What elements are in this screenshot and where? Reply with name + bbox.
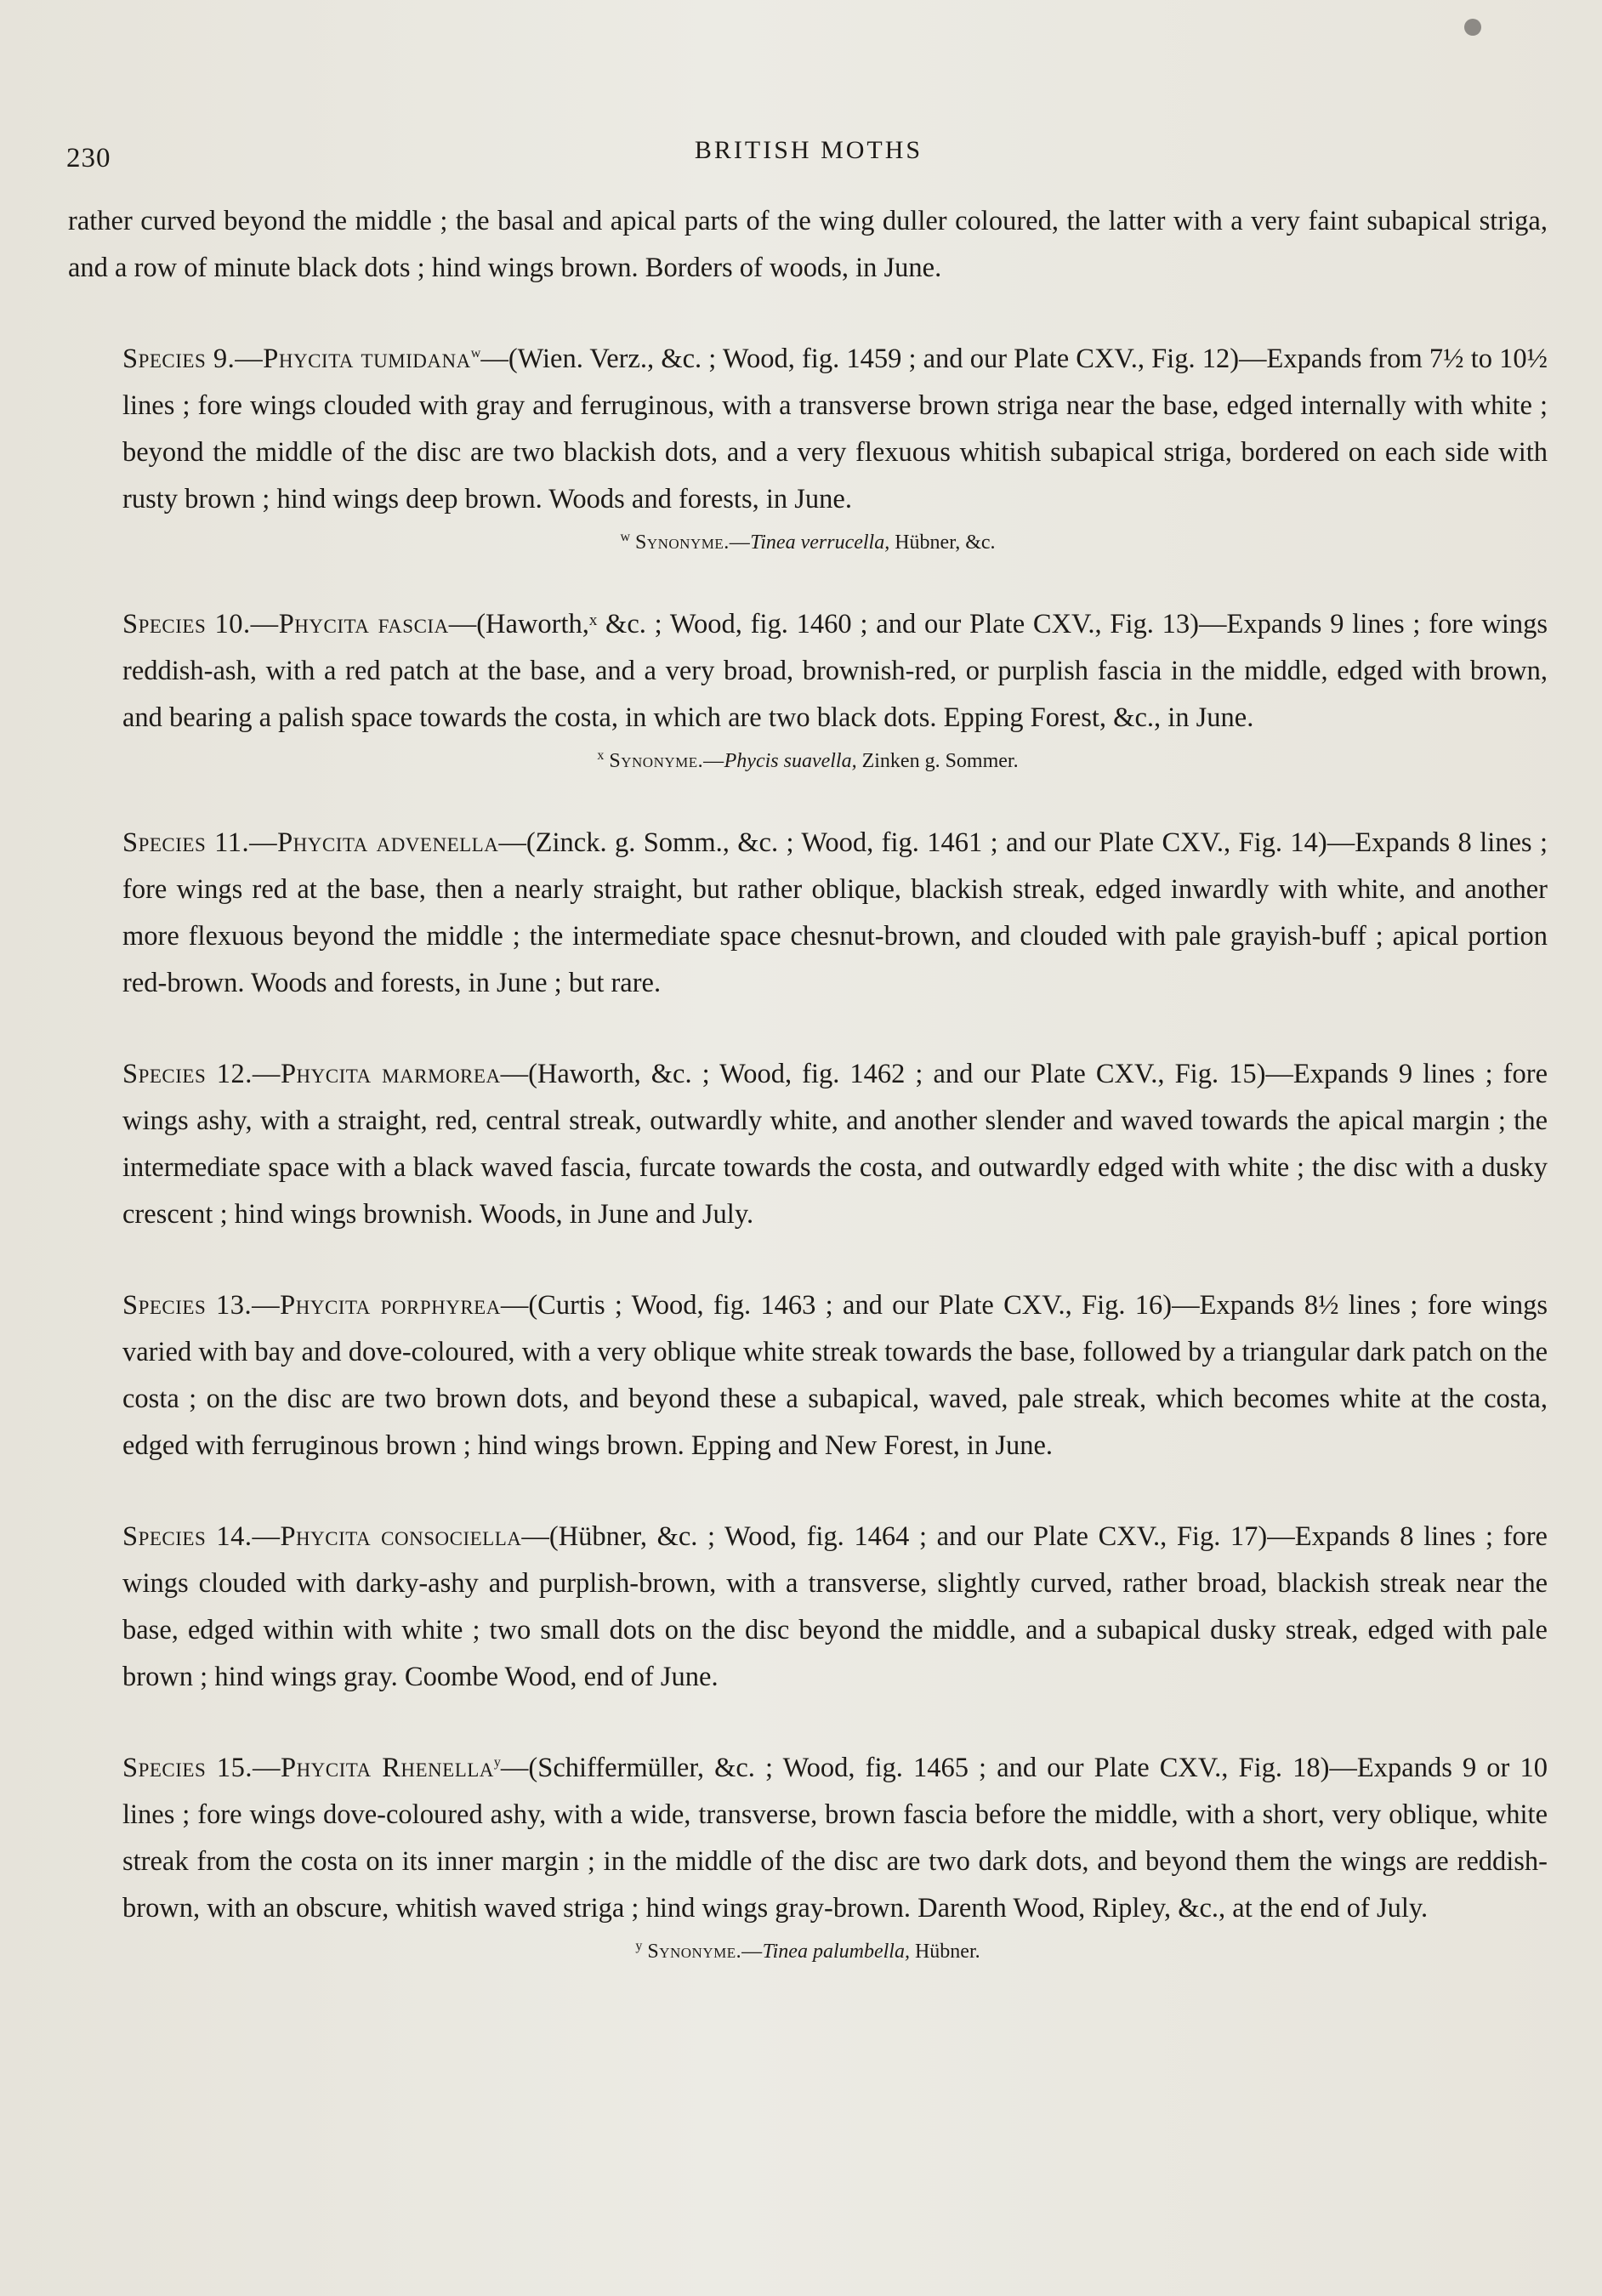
synonyme-label: Synonyme.—: [635, 531, 751, 554]
species-entry: [68, 1051, 1548, 1238]
species-label: Species 9.—: [122, 344, 264, 374]
page-header: [66, 136, 1551, 179]
species-name: Phycita advenella: [277, 827, 499, 858]
species-paragraph: [68, 336, 1548, 523]
species-description: —(Haworth, &c. ; Wood, fig. 1462 ; and our Plate CXV., Fig. 15)—Expands 9 lines ; fore wings ashy, with a straight, red, central streak, outwardly white, and another slender and waved towards the apical margin ; the intermediate space with a black waved fascia, furcate towards the costa, and outwardly edged with white ; the disc with a dusky crescent ; hind wings brownish. Woods, in June and July.: [122, 1059, 1548, 1230]
synonyme-name: Phycis suavella,: [724, 750, 857, 772]
synonyme-footnote: [68, 747, 1548, 776]
species-description: —(Schiffermüller, &c. ; Wood, fig. 1465 ; and our Plate CXV., Fig. 18)—Expands 9 or 10 lines ; fore wings dove-coloured ashy, with a wide, transverse, brown fascia before the middle, with a short, very oblique, white streak from the costa on its inner margin ; in the middle of the disc are two dark dots, and beyond them the wings are reddish-brown, with an obscure, whitish waved striga ; hind wings gray-brown. Darenth Wood, Ripley, &c., at the end of July.: [122, 1753, 1548, 1924]
paper-spot: [1464, 19, 1481, 36]
page-body: [68, 198, 1548, 1966]
species-paragraph: [68, 1282, 1548, 1469]
species-entry: [68, 1514, 1548, 1701]
synonyme-label: Synonyme.—: [647, 1941, 763, 1963]
species-paragraph: [68, 1745, 1548, 1932]
intro-paragraph: rather curved beyond the middle ; the basal and apical parts of the wing duller coloured, the latter with a very faint subapical striga, and a row of minute black dots ; hind wings brown. Borders of woods, in June.: [68, 206, 1548, 283]
footnote-mark: x: [597, 748, 605, 763]
species-description: —(Curtis ; Wood, fig. 1463 ; and our Plate CXV., Fig. 16)—Expands 8½ lines ; fore wings varied with bay and dove-coloured, with a very oblique white streak towards the base, followed by a triangular dark patch on the costa ; on the disc are two brown dots, and beyond these a subapical, waved, pale streak, which becomes white at the costa, edged with ferruginous brown ; hind wings brown. Epping and New Forest, in June.: [122, 1290, 1548, 1461]
synonyme-name: Tinea palumbella,: [762, 1941, 910, 1963]
species-label: Species 12.—: [122, 1059, 281, 1089]
species-entry: [68, 820, 1548, 1007]
species-paragraph: [68, 1514, 1548, 1701]
species-description: —(Hübner, &c. ; Wood, fig. 1464 ; and our Plate CXV., Fig. 17)—Expands 8 lines ; fore wings clouded with darky-ashy and purplish-brown, with a transverse, slightly curved, rather broad, blackish streak near the base, edged within with white ; two small dots on the disc beyond the middle, and a subapical dusky streak, edged with pale brown ; hind wings gray. Coombe Wood, end of June.: [122, 1521, 1548, 1692]
synonyme-name: Tinea verrucella,: [750, 531, 890, 554]
synonyme-footnote: [68, 528, 1548, 557]
species-paragraph: [68, 601, 1548, 742]
synonyme-authority: Hübner.: [909, 1941, 980, 1963]
species-name: Phycita Rhenella: [281, 1753, 494, 1783]
species-label: Species 14.—: [122, 1521, 281, 1552]
species-entry: [68, 1745, 1548, 1966]
page-number: 230: [66, 143, 111, 173]
synonyme-authority: Zinken g. Sommer.: [856, 750, 1019, 772]
species-label: Species 13.—: [122, 1290, 281, 1321]
synonyme-footnote: [68, 1937, 1548, 1966]
species-label: Species 10.—: [122, 609, 279, 639]
synonyme-label: Synonyme.—: [609, 750, 724, 772]
footnote-mark: w: [470, 346, 481, 361]
species-label: Species 15.—: [122, 1753, 281, 1783]
species-description: —(Wien. Verz., &c. ; Wood, fig. 1459 ; and our Plate CXV., Fig. 12)—Expands from 7½ to 10½ lines ; fore wings clouded with gray and ferruginous, with a transverse brown striga near the base, edged internally with white ; beyond the middle of the disc are two blackish dots, and a very flexuous whitish subapical striga, bordered on each side with rusty brown ; hind wings deep brown. Woods and forests, in June.: [122, 344, 1548, 514]
species-entry: [68, 601, 1548, 776]
species-paragraph: [68, 1051, 1548, 1238]
species-name: Phycita marmorea: [280, 1059, 501, 1089]
footnote-mark: y: [493, 1755, 501, 1770]
species-label: Species 11.—: [122, 827, 278, 858]
species-name: Phycita porphyrea: [280, 1290, 501, 1321]
species-description: —(Zinck. g. Somm., &c. ; Wood, fig. 1461 ; and our Plate CXV., Fig. 14)—Expands 8 lines ; fore wings red at the base, then a nearly straight, but rather oblique, blackish streak, edged inwardly with white, and another more flexuous beyond the middle ; the intermediate space chesnut-brown, and clouded with pale grayish-buff ; apical portion red-brown. Woods and forests, in June ; but rare.: [122, 827, 1548, 998]
species-list: [68, 336, 1548, 1966]
species-name: Phycita fascia: [278, 609, 449, 639]
species-description: —(Haworth,ˣ &c. ; Wood, fig. 1460 ; and our Plate CXV., Fig. 13)—Expands 9 lines ; fore wings reddish-ash, with a red patch at the base, and a very broad, brownish-red, or purplish fascia in the middle, edged with brown, and bearing a palish space towards the costa, in which are two black dots. Epping Forest, &c., in June.: [122, 609, 1548, 733]
footnote-mark: w: [620, 530, 630, 544]
synonyme-authority: Hübner, &c.: [889, 531, 996, 554]
species-entry: [68, 1282, 1548, 1469]
species-name: Phycita consociella: [280, 1521, 522, 1552]
footnote-mark: y: [635, 1939, 643, 1953]
species-name: Phycita tumidana: [263, 344, 471, 374]
species-entry: [68, 336, 1548, 557]
running-title: BRITISH MOTHS: [694, 136, 923, 164]
species-paragraph: [68, 820, 1548, 1007]
